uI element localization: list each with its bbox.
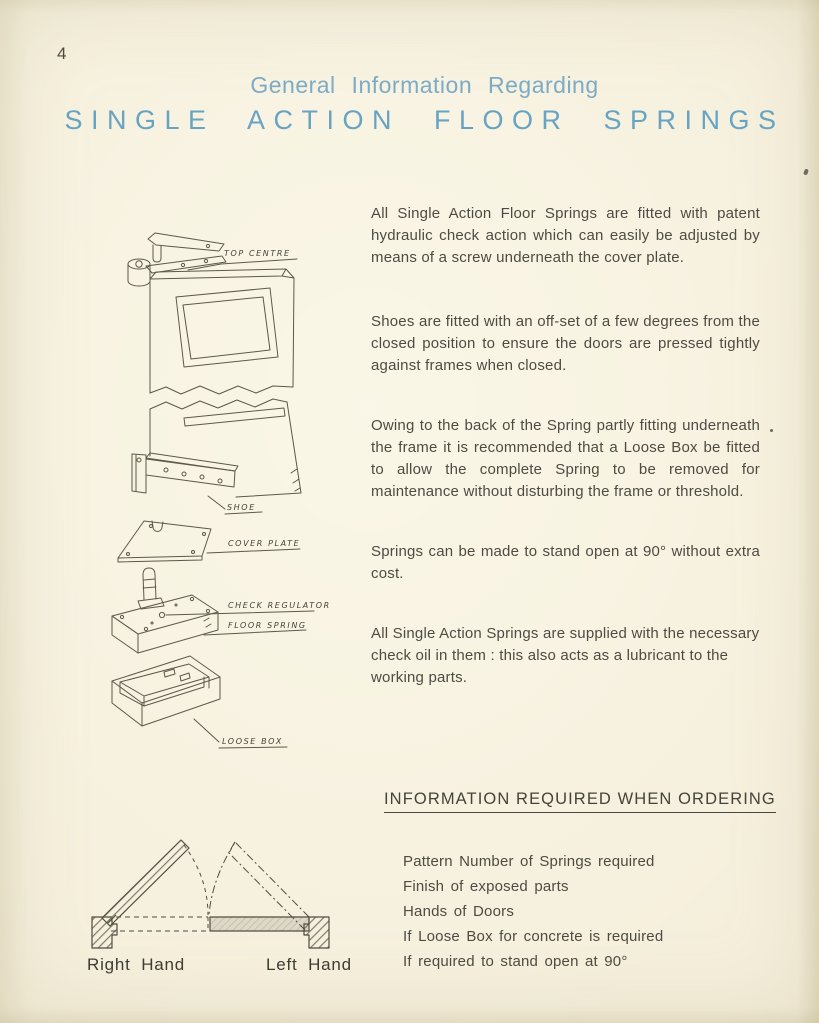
page-number: 4: [57, 44, 67, 63]
label-cover-plate: COVER PLATE: [228, 539, 301, 548]
ordering-item: Hands of Doors: [403, 903, 515, 920]
page-title: SINGLE ACTION FLOOR SPRINGS: [64, 105, 785, 135]
exploded-floor-spring-diagram: [88, 225, 398, 775]
label-loose-box: LOOSE BOX: [222, 737, 283, 746]
right-hand-drawing: [92, 840, 208, 948]
cover-plate-drawing: [118, 521, 211, 562]
page-header: [30, 72, 819, 136]
door-handing-diagram: [78, 823, 378, 988]
label-top-centre: TOP CENTRE: [224, 249, 291, 258]
label-check-regulator: CHECK REGULATOR: [228, 601, 331, 610]
shoe-drawing: [132, 453, 238, 493]
ordering-item: If required to stand open at 90°: [403, 953, 628, 970]
ordering-item: Finish of exposed parts: [403, 878, 569, 895]
ordering-list: [403, 849, 663, 974]
left-hand-drawing: [209, 842, 329, 948]
label-floor-spring: FLOOR SPRING: [228, 621, 307, 630]
paragraph-loose-box: Owing to the back of the Spring partly fitting underneath the frame it is recommended that a Loose Box be fitted to allow the complete Spring to be removed for maintenance without disturbing the frame or threshold.: [371, 417, 760, 500]
paragraph-shoes-offset: Shoes are fitted with an off-set of a few degrees from the closed position to ensure the doors are pressed tightly against frames when closed.: [371, 313, 760, 374]
ordering-heading: INFORMATION REQUIRED WHEN ORDERING: [384, 790, 776, 813]
loose-box-drawing: [112, 656, 220, 726]
paragraph-check-action: All Single Action Floor Springs are fitted with patent hydraulic check action which can easily be adjusted by means of a screw underneath the cover plate.: [371, 205, 760, 266]
label-shoe: SHOE: [227, 503, 256, 512]
ordering-item: Pattern Number of Springs required: [403, 853, 655, 870]
ordering-item: If Loose Box for concrete is required: [403, 928, 664, 945]
scan-speck: [770, 429, 773, 432]
scan-speck: [803, 168, 809, 175]
paragraph-check-oil: All Single Action Springs are supplied with the necessary check oil in them : this also acts as a lubricant to the working parts.: [371, 625, 760, 686]
floor-spring-drawing: [112, 568, 218, 653]
door-lower-drawing: [150, 399, 301, 497]
paragraph-stand-open: Springs can be made to stand open at 90° without extra cost.: [371, 543, 760, 582]
door-upper-drawing: [150, 269, 294, 394]
header-subtitle: General Information Regarding: [250, 72, 599, 98]
right-hand-label: Right Hand: [87, 955, 186, 974]
left-hand-label: Left Hand: [266, 955, 352, 974]
